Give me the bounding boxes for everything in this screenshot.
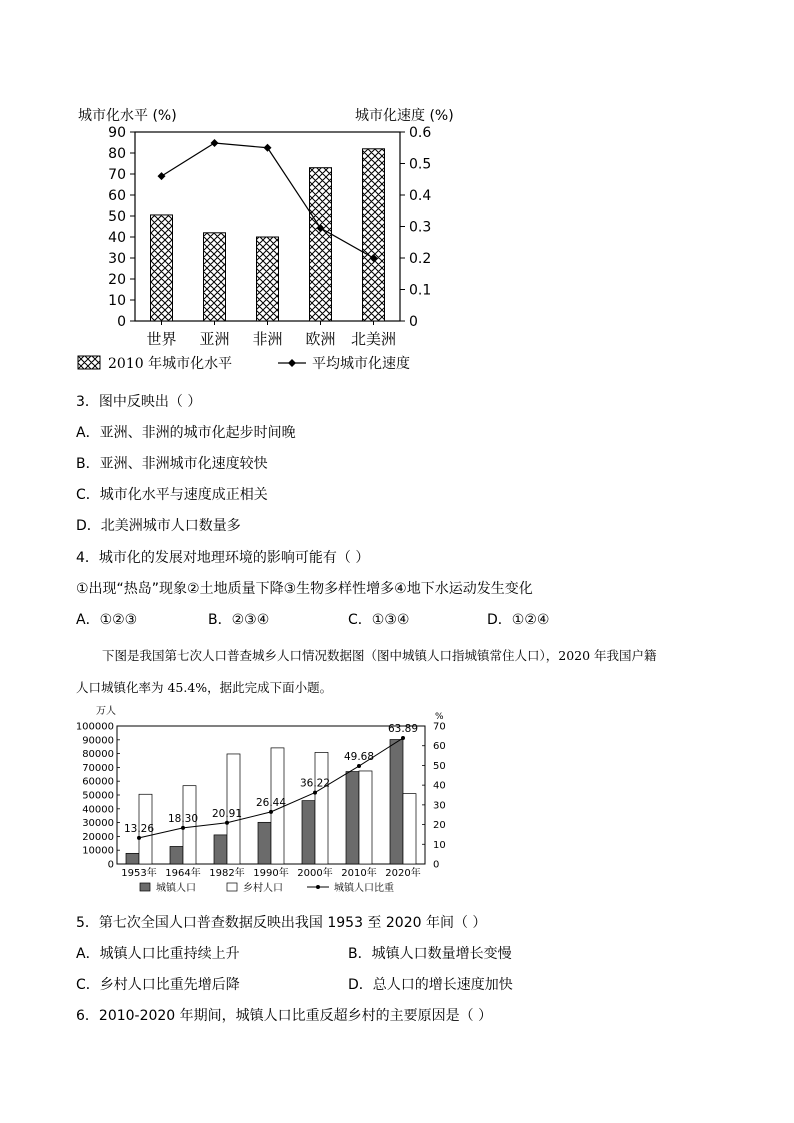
bar-3 bbox=[310, 168, 332, 321]
y-tick-label: 50 bbox=[108, 209, 126, 225]
urban-bar-1 bbox=[170, 846, 183, 864]
q3-option-d[interactable]: D．北美洲城市人口数量多 bbox=[76, 518, 241, 534]
q6-stem: 6．2010-2020 年期间，城镇人口比重反超乡村的主要原因是（ ） bbox=[76, 1008, 493, 1024]
ratio-data-label-3: 26.44 bbox=[255, 796, 287, 809]
y2-tick-label: 0.4 bbox=[409, 188, 432, 204]
y2-tick-label: 30 bbox=[433, 800, 446, 812]
q4-stem: 4．城市化的发展对地理环境的影响可能有（ ） bbox=[76, 550, 370, 566]
right-axis-title: 城市化速度 (%) bbox=[355, 108, 454, 124]
urban-bar-3 bbox=[258, 822, 271, 864]
category-label: 欧洲 bbox=[305, 330, 336, 348]
rural-bar-5 bbox=[359, 771, 372, 864]
y-tick-label: 10 bbox=[108, 293, 126, 309]
q3-option-c[interactable]: C．城市化水平与速度成正相关 bbox=[76, 487, 268, 503]
y2-tick-label: 20 bbox=[433, 820, 446, 832]
ratio-data-label-5: 49.68 bbox=[343, 751, 375, 764]
census-population-chart bbox=[70, 702, 460, 902]
y2-tick-label: 0.2 bbox=[409, 251, 432, 267]
ratio-point-6 bbox=[401, 736, 405, 740]
ratio-point-3 bbox=[269, 810, 273, 814]
q4-option-d[interactable]: D．①②④ bbox=[487, 612, 550, 628]
category-label: 2020年 bbox=[385, 868, 421, 879]
q3-stem: 3．图中反映出（ ） bbox=[76, 394, 202, 410]
y-tick-label: 90000 bbox=[82, 735, 114, 747]
bar-4 bbox=[363, 149, 385, 321]
urban-bar-4 bbox=[302, 801, 315, 864]
ratio-point-2 bbox=[225, 821, 229, 825]
category-label: 1964年 bbox=[165, 868, 201, 879]
y2-tick-label: 10 bbox=[433, 839, 446, 851]
legend bbox=[78, 355, 410, 372]
legend-urban-swatch bbox=[140, 883, 150, 891]
y-tick-label: 80 bbox=[108, 146, 126, 162]
y-tick-label: 40 bbox=[108, 230, 126, 246]
y-tick-label: 0 bbox=[107, 859, 114, 871]
ratio-point-0 bbox=[137, 836, 141, 840]
legend-line-marker bbox=[288, 359, 296, 367]
y-tick-label: 90 bbox=[108, 125, 126, 141]
y2-tick-label: 70 bbox=[433, 721, 446, 733]
y-tick-label: 30000 bbox=[82, 818, 114, 830]
ratio-data-label-2: 20.91 bbox=[211, 807, 243, 820]
rural-bar-6 bbox=[403, 794, 416, 864]
ratio-data-label-6: 63.89 bbox=[387, 723, 419, 736]
y-tick-label: 10000 bbox=[82, 845, 114, 857]
q3-option-a[interactable]: A．亚洲、非洲的城市化起步时间晚 bbox=[76, 425, 296, 441]
ratio-data-label-4: 36.22 bbox=[299, 777, 331, 790]
q5-option-a[interactable]: A．城镇人口比重持续上升 bbox=[76, 946, 240, 962]
ratio-data-label-1: 18.30 bbox=[167, 812, 199, 825]
y-tick-label: 70 bbox=[108, 167, 126, 183]
legend-ratio-marker bbox=[316, 885, 320, 889]
q5-stem: 5．第七次全国人口普查数据反映出我国 1953 至 2020 年间（ ） bbox=[76, 915, 487, 931]
legend-ratio-label: 城镇人口比重 bbox=[334, 883, 394, 894]
intro-line-2: 人口城镇化率为 45.4%，据此完成下面小题。 bbox=[76, 680, 333, 695]
y2-tick-label: 0.1 bbox=[409, 282, 432, 299]
category-label: 亚洲 bbox=[199, 330, 230, 348]
ratio-point-5 bbox=[357, 764, 361, 768]
y-tick-label: 70000 bbox=[82, 762, 114, 774]
urban-bar-5 bbox=[346, 772, 359, 864]
category-label: 1953年 bbox=[121, 868, 157, 879]
category-label: 非洲 bbox=[252, 330, 283, 348]
legend-urban-label: 城镇人口 bbox=[156, 883, 196, 894]
speed-point-0 bbox=[158, 172, 166, 180]
intro-line-1: 下图是我国第七次人口普查城乡人口情况数据图（图中城镇人口指城镇常住人口），2020 年我国户籍 bbox=[102, 648, 657, 663]
q3-option-b[interactable]: B．亚洲、非洲城市化速度较快 bbox=[76, 456, 268, 472]
category-label: 1990年 bbox=[253, 868, 289, 879]
y2-tick-label: 0.6 bbox=[409, 125, 432, 141]
y-tick-label: 20000 bbox=[82, 831, 114, 843]
y2-tick-label: 50 bbox=[433, 760, 446, 772]
y-tick-label: 100000 bbox=[75, 721, 114, 733]
legend-line-label: 平均城市化速度 bbox=[312, 356, 410, 372]
legend-rural-label: 乡村人口 bbox=[243, 883, 283, 894]
y2-tick-label: 0 bbox=[433, 859, 440, 871]
q5-option-d[interactable]: D．总人口的增长速度加快 bbox=[348, 977, 513, 993]
legend-bar-swatch bbox=[78, 356, 100, 369]
bar-2 bbox=[257, 237, 279, 321]
q5-option-c[interactable]: C．乡村人口比重先增后降 bbox=[76, 977, 240, 993]
ratio-data-label-0: 13.26 bbox=[123, 822, 155, 835]
q4-option-a[interactable]: A．①②③ bbox=[76, 612, 138, 628]
q4-option-b[interactable]: B．②③④ bbox=[208, 612, 270, 628]
left-axis-unit: 万人 bbox=[96, 706, 116, 717]
category-label: 北美洲 bbox=[350, 330, 397, 348]
legend-rural-swatch bbox=[227, 883, 237, 891]
right-axis-unit: % bbox=[435, 712, 444, 722]
category-label: 世界 bbox=[146, 330, 177, 348]
y-tick-label: 20 bbox=[108, 272, 126, 288]
y2-tick-label: 60 bbox=[433, 741, 446, 753]
y-tick-label: 40000 bbox=[82, 804, 114, 816]
legend-bar-label: 2010 年城市化水平 bbox=[108, 356, 233, 372]
y-tick-label: 80000 bbox=[82, 749, 114, 761]
y-tick-label: 60 bbox=[108, 188, 126, 204]
ratio-point-4 bbox=[313, 791, 317, 795]
q4-items: ①出现“热岛”现象②土地质量下降③生物多样性增多④地下水运动发生变化 bbox=[76, 581, 533, 597]
y2-tick-label: 0.5 bbox=[409, 156, 432, 173]
category-label: 2010年 bbox=[341, 868, 377, 879]
bar-0 bbox=[151, 215, 173, 321]
q4-option-c[interactable]: C．①③④ bbox=[348, 612, 410, 628]
y2-tick-label: 40 bbox=[433, 780, 446, 792]
legend bbox=[140, 881, 394, 894]
y2-tick-label: 0 bbox=[409, 314, 418, 330]
category-label: 2000年 bbox=[297, 868, 333, 879]
y-tick-label: 0 bbox=[117, 314, 126, 330]
speed-point-2 bbox=[264, 144, 272, 152]
speed-point-1 bbox=[211, 139, 219, 147]
urban-bar-2 bbox=[214, 835, 227, 864]
q5-option-b[interactable]: B．城镇人口数量增长变慢 bbox=[348, 946, 512, 962]
y-tick-label: 50000 bbox=[82, 790, 114, 802]
urbanization-by-continent-chart bbox=[60, 100, 480, 385]
left-axis-title: 城市化水平 (%) bbox=[78, 108, 177, 124]
rural-bar-4 bbox=[315, 752, 328, 864]
bar-1 bbox=[204, 233, 226, 321]
y2-tick-label: 0.3 bbox=[409, 219, 432, 236]
category-label: 1982年 bbox=[209, 868, 245, 879]
urban-bar-0 bbox=[126, 853, 139, 864]
urban-bar-6 bbox=[390, 740, 403, 864]
y-tick-label: 30 bbox=[108, 251, 126, 267]
y-tick-label: 60000 bbox=[82, 776, 114, 788]
ratio-point-1 bbox=[181, 826, 185, 830]
